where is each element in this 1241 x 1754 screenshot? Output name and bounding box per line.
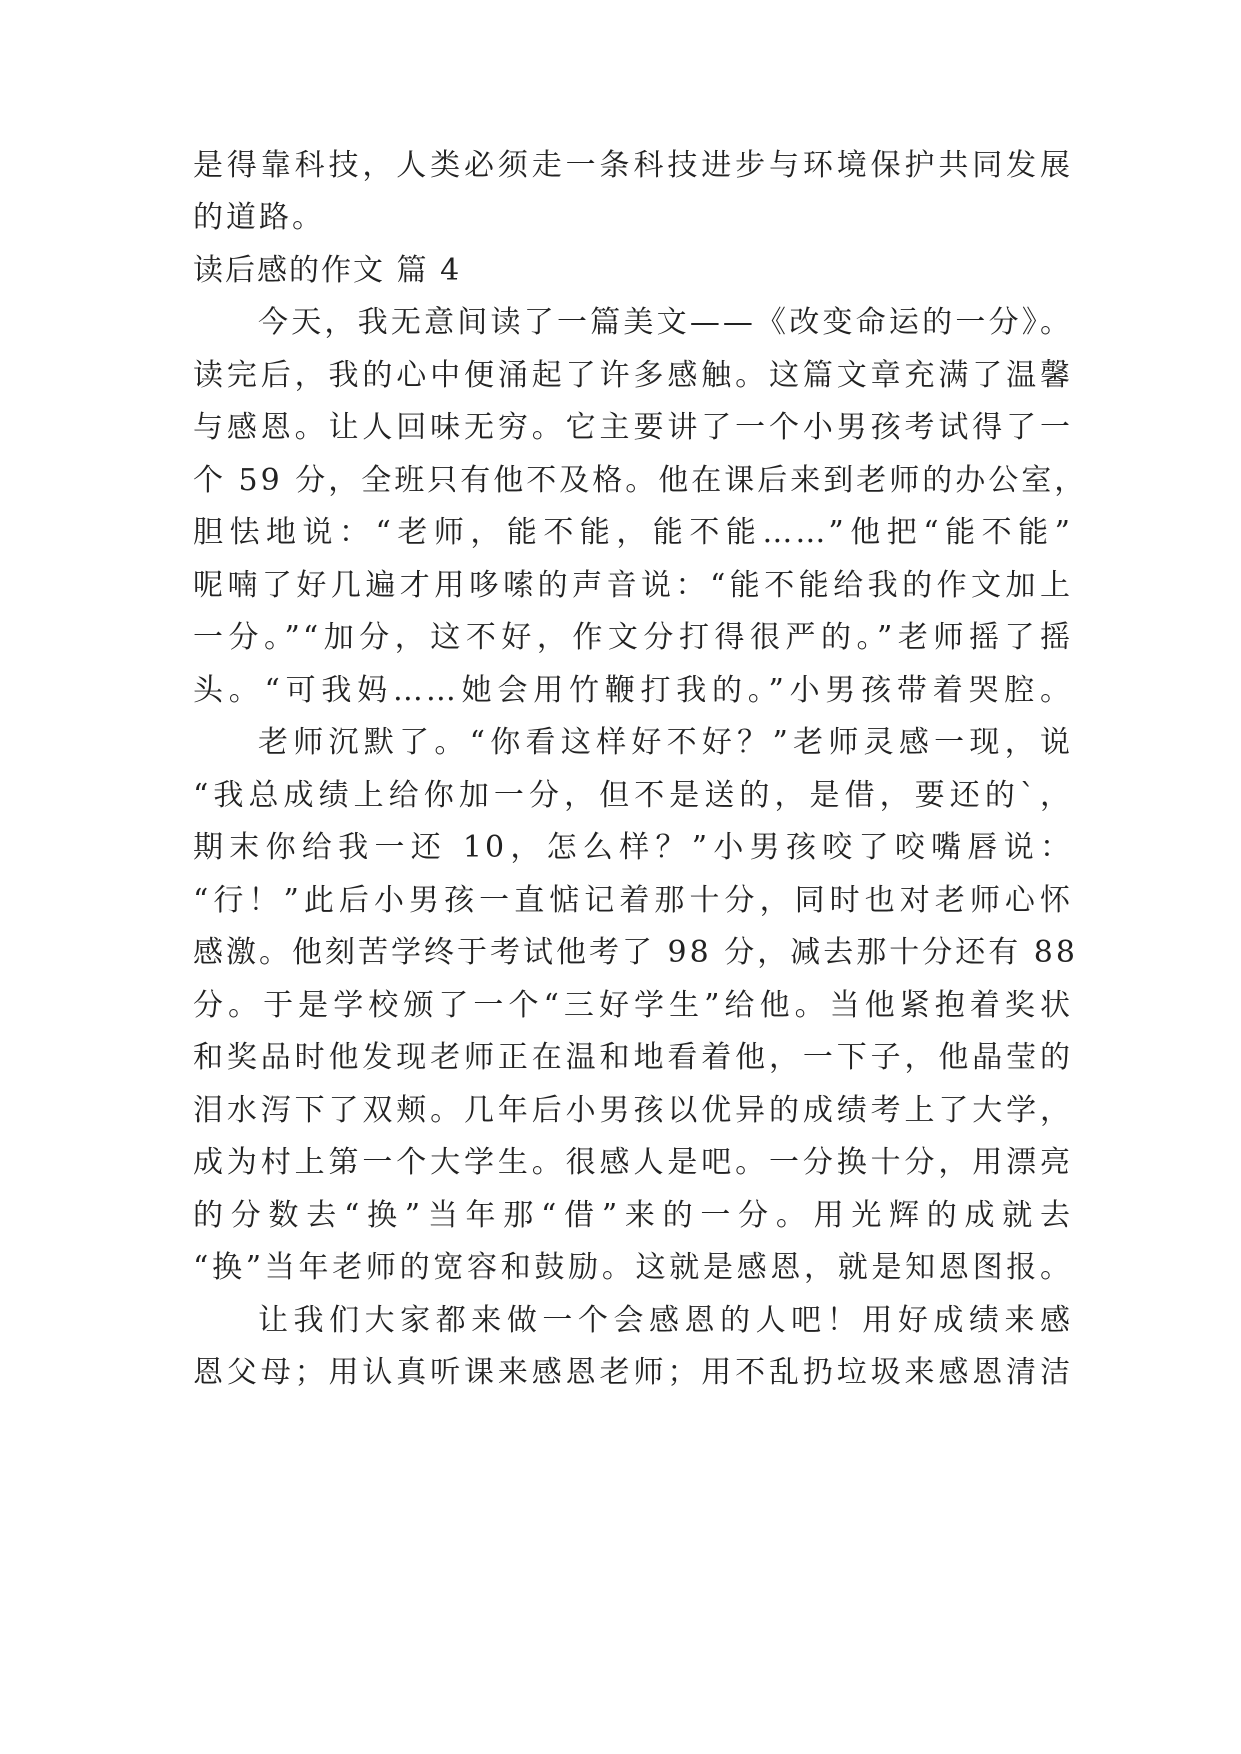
body-text-line: 一分。”“加分，这不好，作文分打得很严的。”老师摇了摇 xyxy=(193,620,1073,655)
paragraph-first-line: 让我们大家都来做一个会感恩的人吧！用好成绩来感 xyxy=(258,1303,1073,1338)
section-heading: 读后感的作文 篇 4 xyxy=(193,253,462,288)
body-text-line: 期末你给我一还 10，怎么样？”小男孩咬了咬嘴唇说： xyxy=(193,830,1073,865)
body-text-line: 感激。他刻苦学终于考试他考了 98 分，减去那十分还有 88 xyxy=(193,935,1078,970)
body-text-line: 胆怯地说：“老师，能不能，能不能……”他把“能不能” xyxy=(193,515,1073,550)
body-text-line: 是得靠科技，人类必须走一条科技进步与环境保护共同发展 xyxy=(193,148,1073,183)
body-text-line: “我总成绩上给你加一分，但不是送的，是借，要还的`， xyxy=(193,778,1073,813)
body-text-line: “行！”此后小男孩一直惦记着那十分，同时也对老师心怀 xyxy=(193,883,1073,918)
body-text-line: “换”当年老师的宽容和鼓励。这就是感恩，就是知恩图报。 xyxy=(193,1250,1073,1285)
body-text-line: 分。于是学校颁了一个“三好学生”给他。当他紧抱着奖状 xyxy=(193,988,1073,1023)
paragraph-first-line: 老师沉默了。“你看这样好不好？”老师灵感一现，说 xyxy=(258,725,1073,760)
paragraph-first-line: 今天，我无意间读了一篇美文——《改变命运的一分》。 xyxy=(258,305,1073,340)
body-text-line: 读完后，我的心中便涌起了许多感触。这篇文章充满了温馨 xyxy=(193,358,1073,393)
body-text-line: 呢喃了好几遍才用哆嗦的声音说：“能不能给我的作文加上 xyxy=(193,568,1073,603)
body-text-line: 恩父母；用认真听课来感恩老师；用不乱扔垃圾来感恩清洁 xyxy=(193,1355,1073,1390)
body-text-line: 个 59 分，全班只有他不及格。他在课后来到老师的办公室， xyxy=(193,463,1088,498)
body-text-line: 成为村上第一个大学生。很感人是吧。一分换十分，用漂亮 xyxy=(193,1145,1073,1180)
body-text-line: 的分数去“换”当年那“借”来的一分。用光辉的成就去 xyxy=(193,1198,1073,1233)
body-text-line: 头。“可我妈……她会用竹鞭打我的。”小男孩带着哭腔。 xyxy=(193,673,1073,708)
body-text-line: 和奖品时他发现老师正在温和地看着他，一下子，他晶莹的 xyxy=(193,1040,1073,1075)
body-text-line: 的道路。 xyxy=(193,200,325,235)
body-text-line: 与感恩。让人回味无穷。它主要讲了一个小男孩考试得了一 xyxy=(193,410,1073,445)
body-text-line: 泪水泻下了双颊。几年后小男孩以优异的成绩考上了大学， xyxy=(193,1093,1073,1128)
